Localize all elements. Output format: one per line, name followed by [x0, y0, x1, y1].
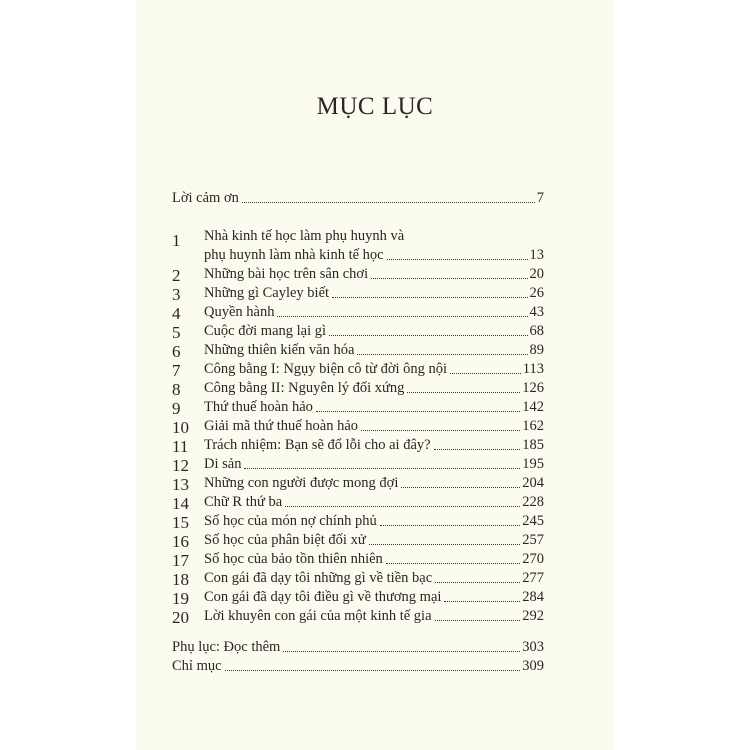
dot-leader — [244, 468, 520, 469]
toc-page-number: 142 — [522, 399, 544, 415]
dot-leader — [435, 620, 521, 621]
dot-leader — [444, 601, 520, 602]
toc-entry-label: Số học của món nợ chính phủ — [204, 513, 377, 529]
toc-entry-chapter-8 — [204, 380, 544, 397]
toc-entry-label: Những bài học trên sân chơi — [204, 266, 369, 282]
toc-page-number: 257 — [522, 532, 544, 548]
dot-leader — [225, 670, 521, 671]
toc-entry-label: Con gái đã dạy tôi những gì về tiền bạc — [204, 570, 433, 586]
toc-entry-label: Lời khuyên con gái của một kinh tế gia — [204, 608, 432, 624]
dot-leader — [242, 202, 535, 203]
chapter-number: 16 — [172, 532, 189, 551]
toc-entry-chapter-4 — [204, 304, 544, 321]
chapter-number: 14 — [172, 494, 189, 513]
toc-page-number: 292 — [522, 608, 544, 624]
toc-entry-chapter-9 — [204, 399, 544, 416]
chapter-number: 4 — [172, 304, 181, 323]
dot-leader — [450, 373, 521, 374]
toc-entry-chapter-15 — [204, 513, 544, 530]
toc-entry-chapter-20 — [204, 608, 544, 625]
chapter-number: 17 — [172, 551, 189, 570]
toc-page-number: 7 — [536, 190, 544, 206]
toc-entry-chapter-1 — [204, 247, 544, 264]
dot-leader — [283, 651, 520, 652]
toc-entry-label: Chỉ mục — [172, 658, 222, 674]
chapter-title-line1: Nhà kinh tế học làm phụ huynh và — [204, 228, 405, 244]
toc-entry-label: Thứ thuế hoàn hảo — [204, 399, 313, 415]
toc-entry-further-reading — [172, 639, 544, 656]
toc-entry-label: Những thiên kiến văn hóa — [204, 342, 355, 358]
toc-entry-chapter-5 — [204, 323, 544, 340]
toc-entry-chapter-2 — [204, 266, 544, 283]
chapter-number: 20 — [172, 608, 189, 627]
chapter-number: 15 — [172, 513, 189, 532]
dot-leader — [407, 392, 520, 393]
toc-entry-label: Những con người được mong đợi — [204, 475, 399, 491]
chapter-number: 2 — [172, 266, 181, 285]
chapter-number: 8 — [172, 380, 181, 399]
toc-entry-label: phụ huynh làm nhà kinh tế học — [204, 247, 384, 263]
toc-page-number: 303 — [522, 639, 544, 655]
toc-entry-label: Lời cảm ơn — [172, 190, 239, 206]
chapter-number: 9 — [172, 399, 181, 418]
toc-entry-label: Công bằng II: Nguyên lý đối xứng — [204, 380, 405, 396]
toc-entry-label: Công bằng I: Ngụy biện cô từ đời ông nội — [204, 361, 448, 377]
toc-entry-chapter-10 — [204, 418, 544, 435]
toc-entry-label: Số học của phân biệt đối xử — [204, 532, 366, 548]
toc-page-number: 26 — [529, 285, 544, 301]
toc-entry-chapter-14 — [204, 494, 544, 511]
toc-entry-label: Phụ lục: Đọc thêm — [172, 639, 281, 655]
toc-page-number: 309 — [522, 658, 544, 674]
dot-leader — [371, 278, 527, 279]
dot-leader — [434, 449, 521, 450]
chapter-number: 3 — [172, 285, 181, 304]
chapter-number: 13 — [172, 475, 189, 494]
toc-entry-label: Cuộc đời mang lại gì — [204, 323, 327, 339]
toc-page-number: 270 — [522, 551, 544, 567]
toc-entry-chapter-18 — [204, 570, 544, 587]
toc-page-number: 20 — [529, 266, 544, 282]
page-title: MỤC LỤC — [316, 93, 434, 120]
dot-leader — [386, 563, 520, 564]
toc-entry-label: Số học của bảo tồn thiên nhiên — [204, 551, 383, 567]
toc-entry-acknowledgements — [172, 190, 544, 207]
chapter-number: 6 — [172, 342, 181, 361]
chapter-number: 19 — [172, 589, 189, 608]
toc-page-number: 204 — [522, 475, 544, 491]
dot-leader — [277, 316, 527, 317]
dot-leader — [329, 335, 527, 336]
chapter-number: 12 — [172, 456, 189, 475]
chapter-number: 11 — [172, 437, 189, 456]
toc-page-number: 126 — [522, 380, 544, 396]
toc-entry-chapter-12 — [204, 456, 544, 473]
toc-entry-chapter-16 — [204, 532, 544, 549]
toc-page-number: 43 — [529, 304, 544, 320]
toc-entry-label: Những gì Cayley biết — [204, 285, 330, 301]
toc-entry-label: Chữ R thứ ba — [204, 494, 283, 510]
toc-page-number: 162 — [522, 418, 544, 434]
chapter-number: 10 — [172, 418, 189, 437]
dot-leader — [357, 354, 527, 355]
toc-page-number: 185 — [522, 437, 544, 453]
toc-page-number: 89 — [529, 342, 544, 358]
dot-leader — [285, 506, 520, 507]
dot-leader — [369, 544, 521, 545]
toc-entry-index — [172, 658, 544, 675]
chapter-number: 5 — [172, 323, 181, 342]
toc-entry-label: Giải mã thứ thuế hoàn hảo — [204, 418, 359, 434]
chapter-number: 7 — [172, 361, 181, 380]
chapter-number: 1 — [172, 231, 181, 250]
dot-leader — [401, 487, 520, 488]
toc-page-number: 13 — [529, 247, 544, 263]
toc-entry-chapter-19 — [204, 589, 544, 606]
dot-leader — [435, 582, 520, 583]
chapter-number: 18 — [172, 570, 189, 589]
toc-entry-chapter-3 — [204, 285, 544, 302]
toc-page-number: 277 — [522, 570, 544, 586]
dot-leader — [332, 297, 527, 298]
dot-leader — [380, 525, 520, 526]
dot-leader — [387, 259, 528, 260]
toc-entry-chapter-6 — [204, 342, 544, 359]
toc-page-number: 195 — [522, 456, 544, 472]
toc-page-number: 113 — [522, 361, 544, 377]
toc-entry-label: Di sản — [204, 456, 242, 472]
toc-page-number: 245 — [522, 513, 544, 529]
toc-page-number: 228 — [522, 494, 544, 510]
toc-entry-chapter-13 — [204, 475, 544, 492]
toc-entry-chapter-7 — [204, 361, 544, 378]
toc-page-number: 284 — [522, 589, 544, 605]
dot-leader — [361, 430, 520, 431]
dot-leader — [316, 411, 520, 412]
toc-page-number: 68 — [529, 323, 544, 339]
toc-entry-label: Quyền hành — [204, 304, 275, 320]
toc-entry-chapter-11 — [204, 437, 544, 454]
toc-entry-label: Con gái đã dạy tôi điều gì về thương mại — [204, 589, 442, 605]
toc-entry-chapter-17 — [204, 551, 544, 568]
toc-entry-label: Trách nhiệm: Bạn sẽ đổ lỗi cho ai đây? — [204, 437, 431, 453]
